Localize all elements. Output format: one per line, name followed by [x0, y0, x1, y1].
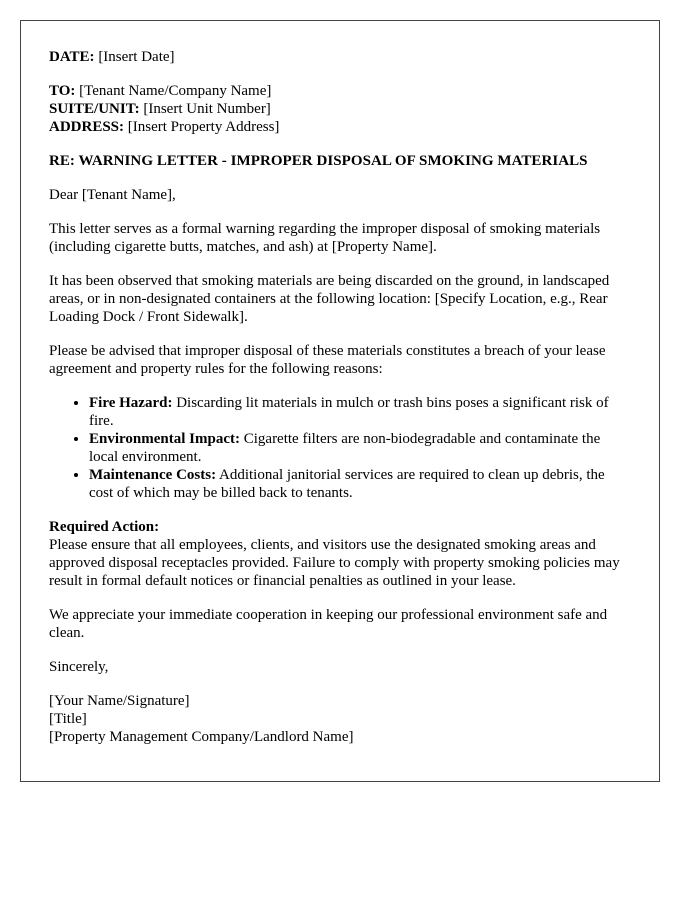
salutation: Dear [Tenant Name],: [49, 187, 176, 203]
required-action-block: [49, 518, 631, 590]
required-action-heading: Required Action:: [49, 519, 160, 535]
paragraph-1-block: [49, 220, 631, 256]
suite-label: SUITE/UNIT:: [49, 101, 140, 117]
to-value: [Tenant Name/Company Name]: [79, 83, 272, 99]
reason-title: Fire Hazard:: [89, 395, 173, 411]
paragraph-3: Please be advised that improper disposal of these materials constitutes a breach of your lease agreement and property rules for the following reasons:: [49, 343, 606, 377]
reason-title: Environmental Impact:: [89, 431, 240, 447]
suite-line: [49, 100, 631, 118]
to-label: TO:: [49, 83, 76, 99]
letter-document: [20, 20, 660, 782]
signature-block: [49, 692, 631, 746]
date-value: [Insert Date]: [98, 49, 175, 65]
signature-company: [Property Management Company/Landlord Name]: [49, 729, 354, 745]
signature-title: [Title]: [49, 711, 87, 727]
recipient-block: [49, 82, 631, 136]
sign-off-block: [49, 658, 631, 676]
subject-line: RE: WARNING LETTER - IMPROPER DISPOSAL OF SMOKING MATERIALS: [49, 153, 588, 169]
to-line: [49, 82, 631, 100]
closing-paragraph: We appreciate your immediate cooperation in keeping our professional environment safe and clean.: [49, 607, 608, 641]
reason-item-fire-hazard: [89, 394, 631, 430]
reason-text: Additional janitorial services are required to clean up debris, the cost of which may be billed back to tenants.: [89, 467, 605, 501]
sign-off: Sincerely,: [49, 659, 109, 675]
paragraph-3-block: [49, 342, 631, 378]
reason-text: Discarding lit materials in mulch or trash bins poses a significant risk of fire.: [89, 395, 609, 429]
reason-title: Maintenance Costs:: [89, 467, 217, 483]
reason-item-environmental-impact: [89, 430, 631, 466]
reason-text: Cigarette filters are non-biodegradable and contaminate the local environment.: [89, 431, 601, 465]
signature-name: [Your Name/Signature]: [49, 693, 190, 709]
address-value: [Insert Property Address]: [127, 119, 280, 135]
required-action-text: Please ensure that all employees, clients, and visitors use the designated smoking areas and approved disposal receptacles provided. Failure to comply with property smoking policies may result in formal default notices or financial penalties as outlined in your lease.: [49, 537, 620, 589]
reason-item-maintenance-costs: [89, 466, 631, 502]
paragraph-1: This letter serves as a formal warning regarding the improper disposal of smoking materials (including cigarette butts, matches, and ash) at [Property Name].: [49, 221, 601, 255]
date-line: [49, 48, 631, 66]
closing-paragraph-block: [49, 606, 631, 642]
paragraph-2: It has been observed that smoking materials are being discarded on the ground, in landscaped areas, or in non-designated containers at the following location: [Specify Location, e.g., Rear Loading Dock / Front Sidewalk].: [49, 273, 610, 325]
salutation-block: [49, 186, 631, 204]
address-label: ADDRESS:: [49, 119, 125, 135]
date-block: [49, 48, 631, 66]
suite-value: [Insert Unit Number]: [143, 101, 271, 117]
paragraph-2-block: [49, 272, 631, 326]
date-label: DATE:: [49, 49, 95, 65]
reasons-list: [49, 394, 631, 502]
address-line: [49, 118, 631, 136]
